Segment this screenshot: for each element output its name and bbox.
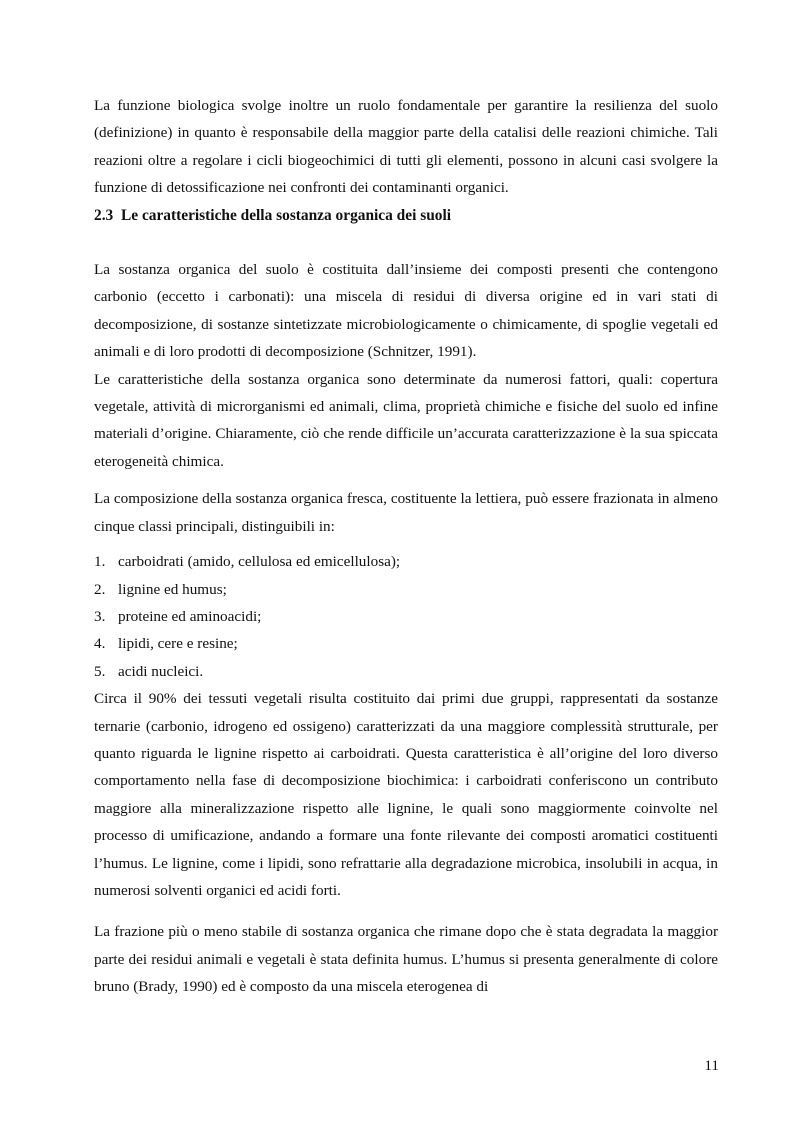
paragraph-litter-composition: La composizione della sostanza organica fresca, costituente la lettiera, può essere frazionata in almeno cinque classi principali, distinguibili in: — [94, 490, 718, 535]
list-item — [94, 603, 718, 630]
paragraph-organic-matter-factors: Le caratteristiche della sostanza organica sono determinate da numerosi fattori, quali: copertura vegetale, attività di microrganismi ed animali, clima, proprietà chimiche e fisiche del suolo ed infine materiali d’origine. Chiaramente, ciò che rende difficile un’accurata caratterizzazione è la sua spiccata eterogeneità chimica. — [94, 370, 718, 470]
list-item — [94, 630, 718, 657]
list-item-index: 3. — [94, 607, 106, 625]
page-number: 11 — [704, 1057, 719, 1074]
list-item-text: acidi nucleici. — [118, 662, 204, 680]
section-heading — [94, 202, 718, 229]
page-body — [94, 92, 718, 1001]
paragraph-tissue-groups: Circa il 90% dei tessuti vegetali risulta costituito dai primi due gruppi, rappresentati da sostanze ternarie (carbonio, idrogeno ed ossigeno) caratterizzati da una maggiore complessità strutturale, per quanto riguarda le lignine rispetto ai carboidrati. Questa caratteristica è all’origine del loro diverso comportamento nella fase di decomposizione biochimica: i carboidrati conferiscono un contributo maggiore alla mineralizzazione rispetto alle lignine, le quali sono maggiormente coinvolte nel processo di umificazione, andando a formare una fonte rilevante dei composti aromatici costituenti l’humus. Le lignine, come i lipidi, sono refrattarie alla degradazione microbica, insolubili in acqua, in numerosi solventi organici ed acidi forti. — [94, 690, 718, 899]
list-item-index: 1. — [94, 553, 106, 571]
organic-classes-list — [94, 548, 718, 685]
list-item-text: carboidrati (amido, cellulosa ed emicellulosa); — [118, 553, 401, 571]
paragraph-biological-function: La funzione biologica svolge inoltre un ruolo fondamentale per garantire la resilienza del suolo (definizione) in quanto è responsabile della maggior parte della catalisi delle reazioni chimiche. Tali reazioni oltre a regolare i cicli biogeochimici di tutti gli elementi, possono in alcuni casi svolgere la funzione di detossificazione nei confronti dei contaminanti organici. — [94, 97, 718, 197]
list-item-index: 4. — [94, 635, 106, 653]
section-number: 2.3 — [94, 206, 114, 224]
list-item-text: lipidi, cere e resine; — [118, 635, 238, 653]
list-item — [94, 658, 718, 685]
paragraph-organic-matter-definition: La sostanza organica del suolo è costituita dall’insieme dei composti presenti che contengono carbonio (eccetto i carbonati): una miscela di residui di diversa origine ed in vari stati di decomposizione, di sostanze sintetizzate microbiologicamente o chimicamente, di spoglie vegetali ed animali e di loro prodotti di decomposizione (Schnitzer, 1991). — [94, 261, 718, 361]
list-item-index: 2. — [94, 580, 106, 598]
paragraph-humus: La frazione più o meno stabile di sostanza organica che rimane dopo che è stata degradata la maggior parte dei residui animali e vegetali è stata definita humus. L’humus si presenta generalmente di colore bruno (Brady, 1990) ed è composto da una miscela eterogenea di — [94, 923, 718, 996]
section-title: Le caratteristiche della sostanza organica dei suoli — [121, 206, 451, 224]
list-item — [94, 576, 718, 603]
list-item-text: lignine ed humus; — [118, 580, 227, 598]
list-item-index: 5. — [94, 662, 106, 680]
list-item — [94, 548, 718, 575]
list-item-text: proteine ed aminoacidi; — [118, 607, 262, 625]
